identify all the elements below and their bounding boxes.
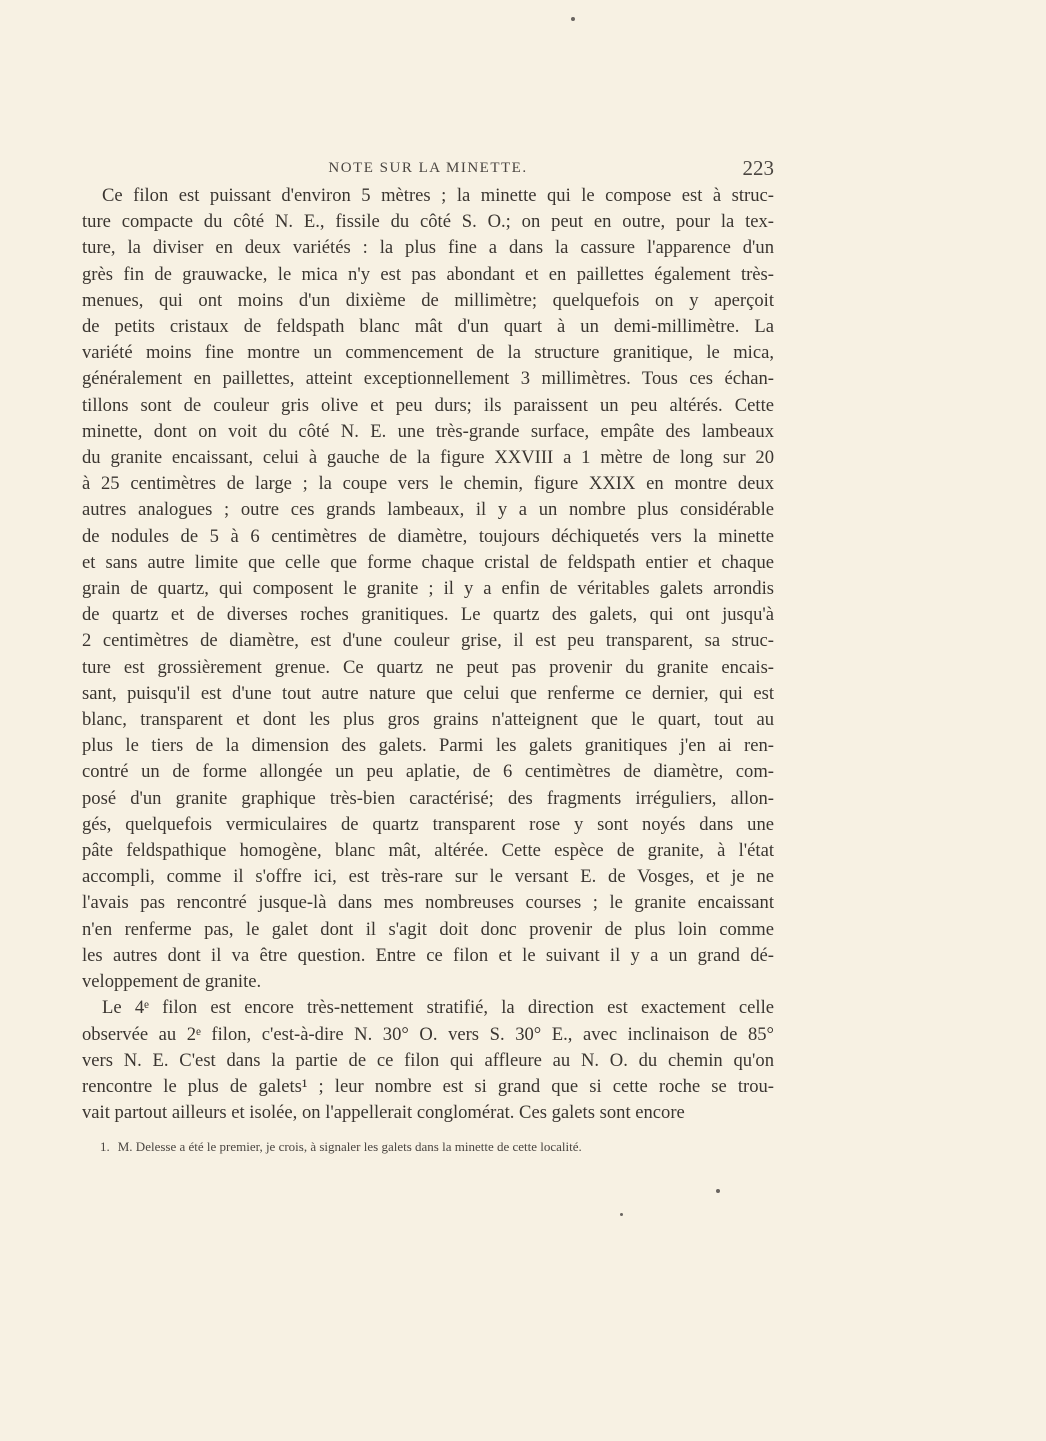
text-line: plus le tiers de la dimension des galets. Parmi les galets granitiques j'en ai ren- [82,735,774,757]
page-header [82,156,774,186]
text-line: l'avais pas rencontré jusque-là dans mes nombreuses courses ; le granite encaissant [82,892,774,914]
text-line: de petits cristaux de feldspath blanc mât d'un quart à un demi-millimètre. La [82,316,774,338]
text-line: Ce filon est puissant d'environ 5 mètres ; la minette qui le compose est à struc- [102,185,774,206]
text-line: de quartz et de diverses roches granitiques. Le quartz des galets, qui ont jusqu'à [82,604,774,626]
text-line: Le 4ᵉ filon est encore très-nettement stratifié, la direction est exactement celle [102,997,774,1019]
text-line: grès fin de grauwacke, le mica n'y est pas abondant et en paillettes également très- [82,263,774,285]
page-number: 223 [742,156,774,180]
footnote-text: M. Delesse a été le premier, je crois, à signaler les galets dans la minette de cette localité. [117,1139,582,1154]
text-line: sant, puisqu'il est d'une tout autre nature que celui que renferme ce dernier, qui est [82,682,774,704]
text-line: blanc, transparent et dont les plus gros grains n'atteignent que le quart, tout au [82,709,774,731]
text-line: pâte feldspathique homogène, blanc mât, altérée. Cette espèce de granite, à l'état [82,840,774,862]
text-line: contré un de forme allongée un peu aplatie, de 6 centimètres de diamètre, com- [82,761,774,783]
footnote-number: 1. [100,1139,110,1154]
text-line: 2 centimètres de diamètre, est d'une couleur grise, il est peu transparent, sa struc- [82,630,774,652]
text-line: à 25 centimètres de large ; la coupe vers le chemin, figure XXIX en montre deux [82,473,774,495]
text-line: de nodules de 5 à 6 centimètres de diamètre, toujours déchiquetés vers la minette [82,525,774,547]
text-line: accompli, comme il s'offre ici, est très-rare sur le versant E. de Vosges, et je ne [82,866,774,888]
text-line: du granite encaissant, celui à gauche de la figure XXVIII a 1 mètre de long sur 20 [82,447,774,469]
text-line: gés, quelquefois vermiculaires de quartz transparent rose y sont noyés dans une [82,813,774,835]
text-line: vait partout ailleurs et isolée, on l'appellerait conglomérat. Ces galets sont encore [82,1102,685,1124]
text-line: généralement en paillettes, atteint exceptionnellement 3 millimètres. Tous ces échan- [82,368,774,390]
text-line: les autres dont il va être question. Entre ce filon et le suivant il y a un grand dé- [82,944,774,966]
text-line: n'en renferme pas, le galet dont il s'agit doit donc provenir de plus loin comme [82,918,774,940]
paragraph-2 [82,995,774,1126]
text-line: veloppement de granite. [82,971,262,993]
text-line: variété moins fine montre un commencement de la structure granitique, le mica, [82,342,774,364]
running-title: NOTE SUR LA MINETTE. [328,160,528,176]
body-text [82,183,774,1126]
text-line: et sans autre limite que celle que forme chaque cristal de feldspath entier et chaque [82,551,774,573]
ink-speck [571,17,575,21]
text-line: menues, qui ont moins d'un dixième de millimètre; quelquefois on y aperçoit [82,289,774,311]
text-line: ture, la diviser en deux variétés : la plus fine a dans la cassure l'apparence d'un [82,237,774,259]
text-line: vers N. E. C'est dans la partie de ce filon qui affleure au N. O. du chemin qu'on [82,1049,774,1071]
text-line: posé d'un granite graphique très-bien caractérisé; des fragments irréguliers, allon- [82,787,774,809]
text-line: autres analogues ; outre ces grands lambeaux, il y a un nombre plus considérable [82,499,774,521]
text-line: minette, dont on voit du côté N. E. une très-grande surface, empâte des lambeaux [82,420,774,442]
ink-speck [620,1213,623,1216]
text-line: tillons sont de couleur gris olive et peu durs; ils paraissent un peu altérés. Cette [82,394,774,416]
paragraph-1 [82,183,774,995]
text-line: ture compacte du côté N. E., fissile du côté S. O.; on peut en outre, pour la tex- [82,211,774,233]
text-line: observée au 2ᵉ filon, c'est-à-dire N. 30° O. vers S. 30° E., avec inclinaison de 85° [82,1023,774,1045]
text-line: grain de quartz, qui composent le granite ; il y a enfin de véritables galets arrondis [82,578,774,600]
text-line: ture est grossièrement grenue. Ce quartz ne peut pas provenir du granite encais- [82,656,774,678]
text-line: rencontre le plus de galets¹ ; leur nombre est si grand que si cette roche se trou- [82,1075,774,1097]
footnote [100,1139,760,1155]
ink-speck [716,1189,720,1193]
